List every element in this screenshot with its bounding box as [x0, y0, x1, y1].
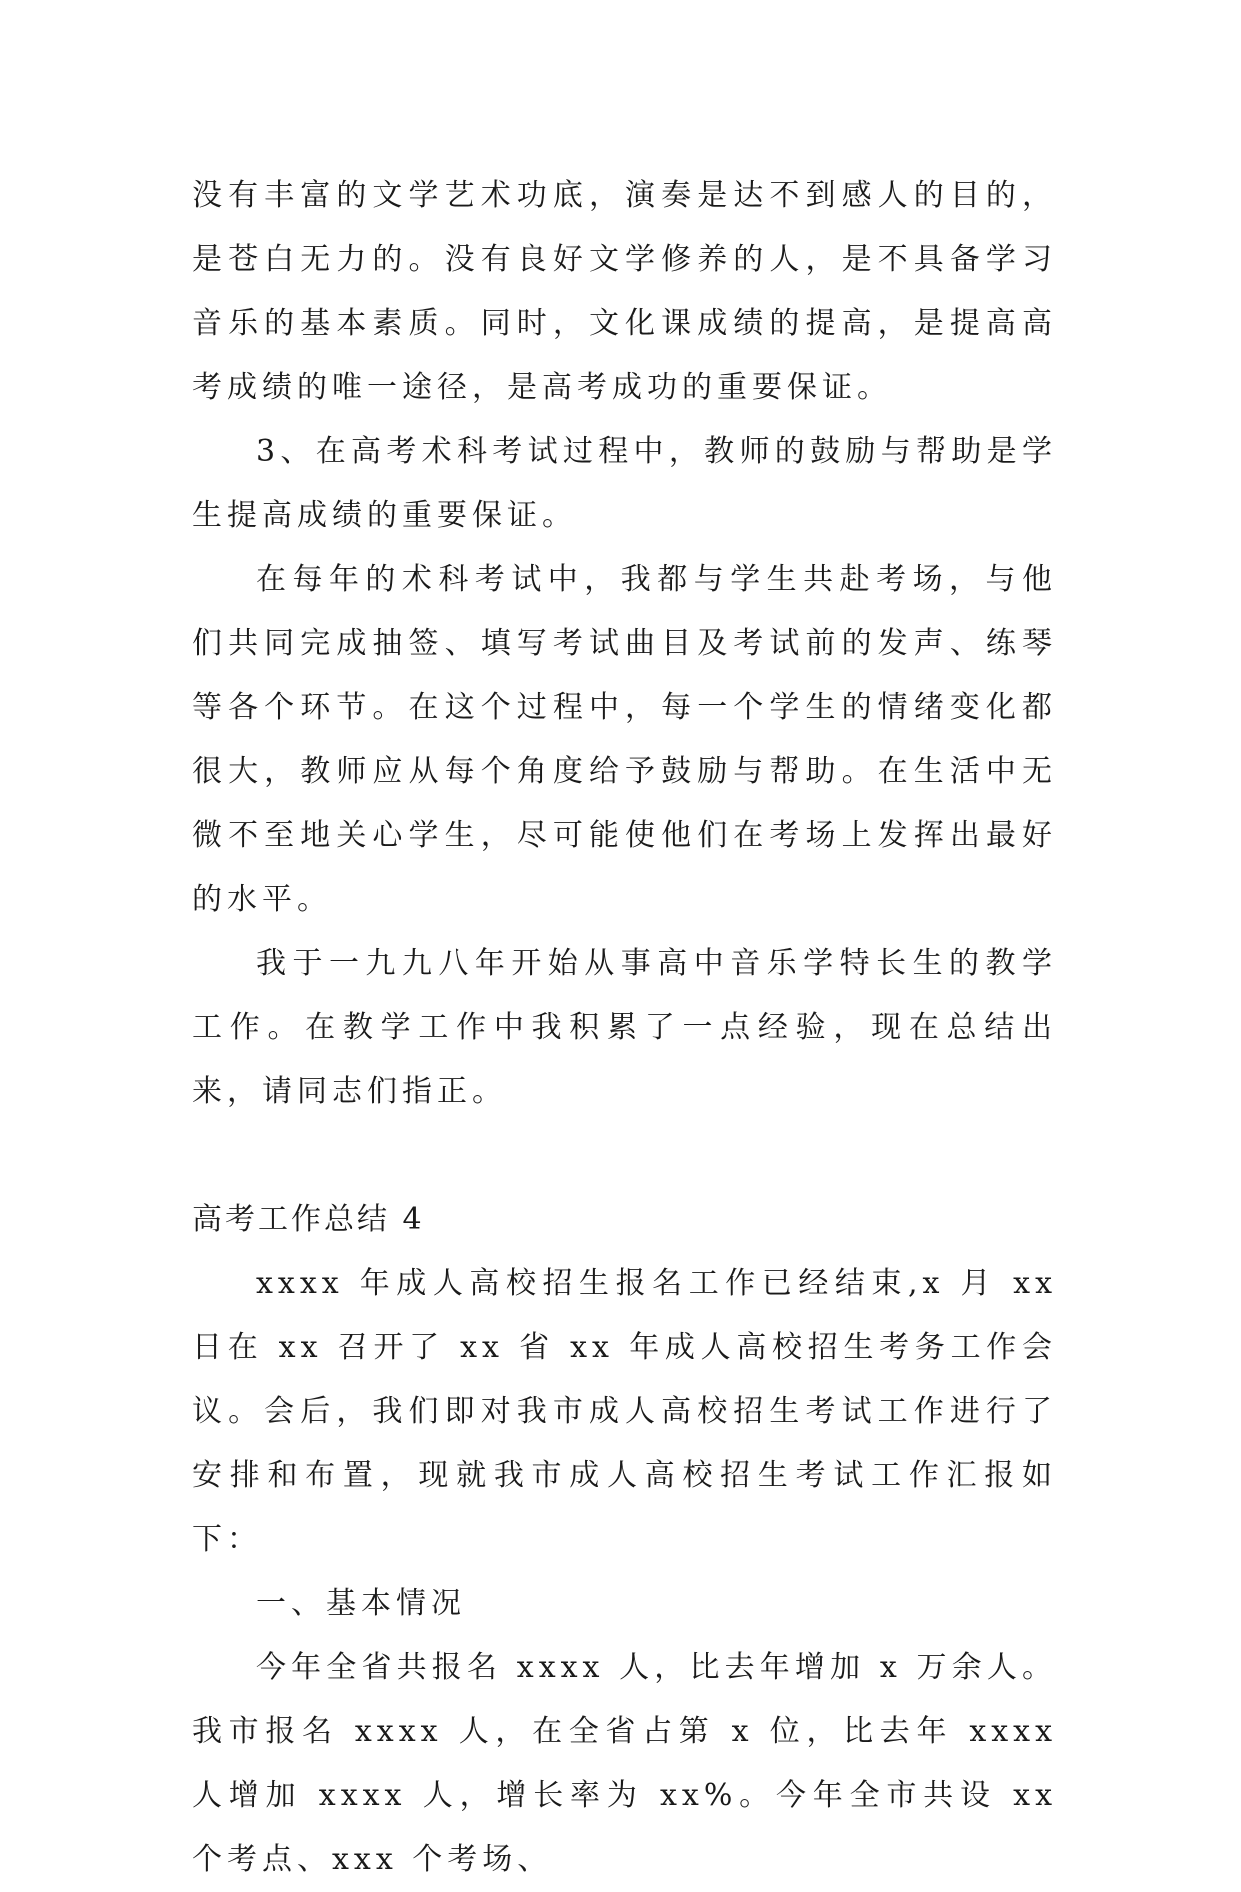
paragraph-literary-foundation: 没有丰富的文学艺术功底，演奏是达不到感人的目的，是苍白无力的。没有良好文学修养的人，是不具备学习音乐的基本素质。同时，文化课成绩的提高，是提高高考成绩的唯一途径，是高考成功的重要保证。 [192, 178, 1057, 405]
paragraph-registration-stats: 今年全省共报名 xxxx 人，比去年增加 x 万余人。我市报名 xxxx 人，在全省占第 x 位，比去年 xxxx 人增加 xxxx 人，增长率为 xx%。今年全市共设 xx 个考点、xxx 个考场、 [192, 1650, 1057, 1877]
paragraph-point-3: 3、在高考术科考试过程中，教师的鼓励与帮助是学生提高成绩的重要保证。 [192, 434, 1057, 533]
section-gap [192, 1124, 1057, 1188]
paragraph-basic-situation-heading: 一、基本情况 [256, 1586, 466, 1621]
paragraph-exam-support: 在每年的术科考试中，我都与学生共赴考场，与他们共同完成抽签、填写考试曲目及考试前的发声、练琴等各个环节。在这个过程中，每一个学生的情绪变化都很大，教师应从每个角度给予鼓励与帮助。在生活中无微不至地关心学生，尽可能使他们在考场上发挥出最好的水平。 [192, 562, 1057, 917]
paragraph-enrollment-intro: xxxx 年成人高校招生报名工作已经结束,x 月 xx 日在 xx 召开了 xx 省 xx 年成人高校招生考务工作会议。会后，我们即对我市成人高校招生考试工作进行了安排和布置，现就我市成人高校招生考试工作汇报如下： [192, 1266, 1057, 1557]
document-body [192, 164, 1057, 1892]
section-heading: 高考工作总结 4 [192, 1202, 425, 1237]
paragraph-teaching-experience: 我于一九九八年开始从事高中音乐学特长生的教学工作。在教学工作中我积累了一点经验，现在总结出来，请同志们指正。 [192, 946, 1057, 1109]
